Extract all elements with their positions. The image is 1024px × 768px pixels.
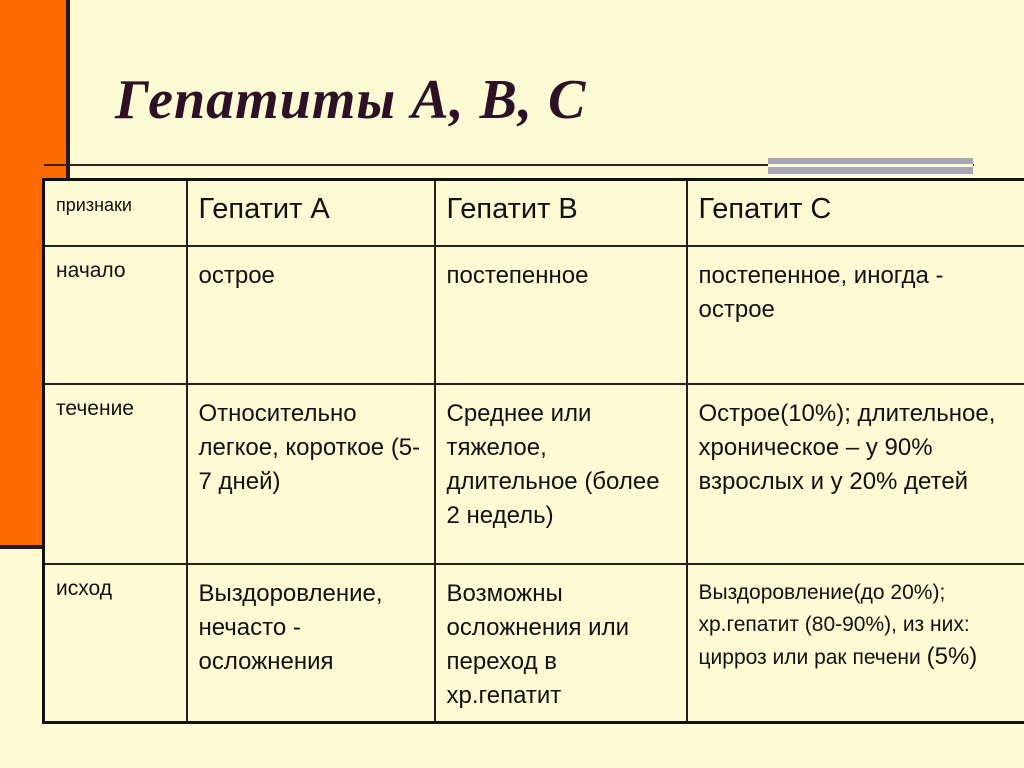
- table-row-outcome: [44, 564, 1024, 723]
- header-hepatitis-b: Гепатит В: [435, 180, 687, 247]
- header-hepatitis-c: Гепатит С: [687, 180, 1024, 247]
- course-hepatitis-b: Среднее или тяжелое, длительное (более 2 недель): [435, 384, 687, 564]
- row-label-onset: начало: [44, 246, 187, 384]
- header-hepatitis-a: Гепатит А: [187, 180, 435, 247]
- onset-hepatitis-c: постепенное, иногда - острое: [687, 246, 1024, 384]
- outcome-hepatitis-c-text: Выздоровление(до 20%); хр.гепатит (80-90%), из них: цирроз или рак печени: [698, 581, 970, 669]
- outcome-hepatitis-a: Выздоровление, нечасто - осложнения: [187, 564, 435, 723]
- table-row-course: [44, 384, 1024, 564]
- row-label-course: течение: [44, 384, 187, 564]
- onset-hepatitis-a: острое: [187, 246, 435, 384]
- outcome-hepatitis-b: Возможны осложнения или переход в хр.гепатит: [435, 564, 687, 723]
- header-signs: признаки: [44, 180, 187, 247]
- table-header-row: [44, 180, 1024, 247]
- comparison-table: [42, 178, 1024, 724]
- onset-hepatitis-b: постепенное: [435, 246, 687, 384]
- course-hepatitis-a: Относительно легкое, короткое (5-7 дней): [187, 384, 435, 564]
- gray-accent-bar: [768, 158, 973, 174]
- slide-title: Гепатиты А, В, С: [115, 69, 587, 131]
- row-label-outcome: исход: [44, 564, 187, 723]
- outcome-hepatitis-c-percent: (5%): [926, 643, 978, 670]
- table-row-onset: [44, 246, 1024, 384]
- course-hepatitis-c: Острое(10%); длительное, хроническое – у 90% взрослых и у 20% детей: [687, 384, 1024, 564]
- outcome-hepatitis-c: [687, 564, 1024, 723]
